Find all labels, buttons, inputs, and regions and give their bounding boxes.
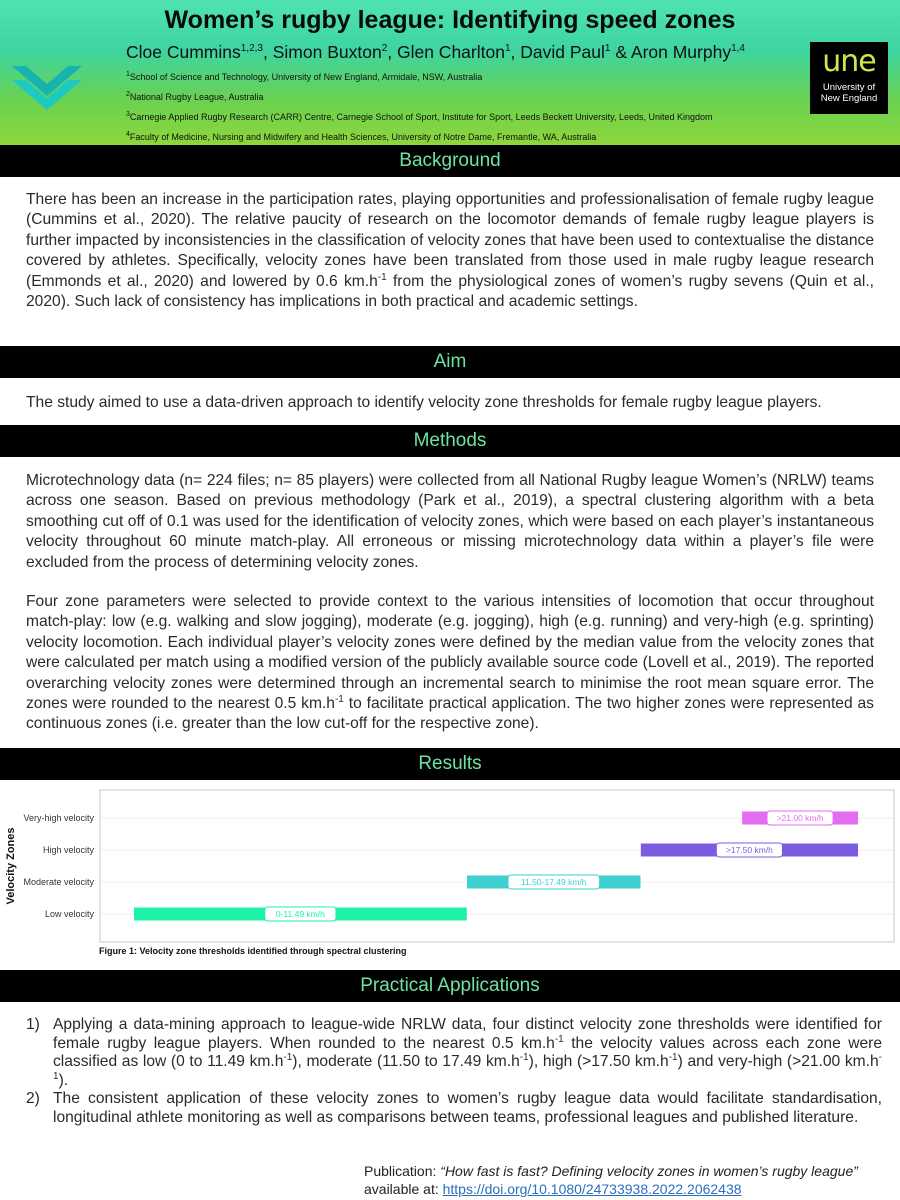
author-sep: , (510, 42, 521, 62)
text-run: ) and very-high (>21.00 km.h (677, 1053, 879, 1071)
author-affil-sup: 1,2,3 (240, 43, 263, 55)
methods-heading: Methods (0, 425, 900, 457)
methods-paragraph-1: Microtechnology data (n= 224 files; n= 85 players) were collected from all National Rugby league Women’s (NRLW) teams across one season. Based on previous methodology (Park et al., 2019), a spectral clustering algorithm with a beta smoothing cut off of 0.1 was used for the identification of velocity zones, which were based on each player’s instantaneous velocity throughout 60 minute match-play. All erroneous or missing microtechnology data within a player’s file were excluded from the process of determining velocity zones. (26, 472, 874, 571)
zone-data-label: >21.00 km/h (776, 813, 824, 823)
text-run: ). (58, 1071, 69, 1089)
text-run: to facilitate practical application. The two higher zones were represented as continuous zones (i.e. greater than the low cut-off for the respective zone). (26, 695, 874, 733)
author-name: Simon Buxton (272, 42, 382, 62)
author-affil-sup: 1 (604, 43, 611, 55)
background-paragraph (26, 190, 874, 312)
author-affil-sup: 1,4 (731, 43, 745, 55)
author-name: Glen Charlton (396, 42, 505, 62)
une-logo-mark: une (822, 44, 876, 79)
y-tick-label: High velocity (42, 845, 94, 855)
affiliation-item (126, 68, 713, 88)
text-run: the velocity values across each zone were classified as low (0 to 11.49 km.h (53, 1034, 882, 1071)
list-number: 1) (26, 1016, 40, 1033)
superscript: -1 (668, 1052, 678, 1063)
author-name: Aron Murphy (630, 42, 732, 62)
zone-data-label: 0-11.49 km/h (275, 909, 325, 919)
zone-data-label: >17.50 km/h (725, 845, 773, 855)
brand-chevron-logo (12, 62, 82, 110)
affiliation-list (126, 68, 713, 148)
y-axis-title: Velocity Zones (5, 827, 17, 905)
author-name: David Paul (520, 42, 605, 62)
text-run: There has been an increase in the participation rates, playing opportunities and professionalisation of female rugby league (Cummins et al., 2020). The relative paucity of research on the locomotor demands of female rugby league players is further impacted by inconsistencies in the classification of velocity zones that have been used to contextualise the distance covered by athletes. Specifically, velocity zones have been translated from those used in male rugby league research (Emmonds et al., 2020) and lowered by 0.6 km.h (26, 191, 874, 290)
superscript: -1 (334, 693, 344, 705)
affiliation-num: 1 (126, 71, 130, 78)
author-sep: , (263, 42, 273, 62)
affiliation-num: 3 (126, 111, 130, 118)
text-run: The consistent application of these velocity zones to women’s rugby league data would facilitate standardisation, longitudinal athlete monitoring as well as comparisons between teams, professional leagues and published literature. (53, 1090, 882, 1126)
zone-data-label: 11.50-17.49 km/h (521, 877, 587, 887)
aim-heading: Aim (0, 346, 900, 378)
applications-heading: Practical Applications (0, 970, 900, 1002)
affiliation-text: National Rugby League, Australia (129, 92, 264, 102)
figure-caption: Figure 1: Velocity zone thresholds identified through spectral clustering (99, 946, 407, 956)
y-tick-label: Very-high velocity (23, 813, 94, 823)
text-run: Applying a data-mining approach to league-wide NRLW data, four distinct velocity zone thresholds were identified for female rugby league players. When rounded to the nearest 0.5 km.h (53, 1016, 882, 1052)
superscript: -1 (53, 1052, 882, 1082)
text-run: ), moderate (11.50 to 17.49 km.h (292, 1053, 520, 1071)
publication-note (364, 1162, 858, 1198)
affiliation-num: 2 (126, 91, 130, 98)
author-sep: & (610, 42, 631, 62)
text-run: from the physiological zones of women’s rugby sevens (Quin et al., 2020). Such lack of consistency has implications in both practical and academic settings. (26, 272, 874, 311)
poster-header (0, 0, 900, 145)
superscript: -1 (519, 1052, 529, 1063)
list-item (26, 1016, 882, 1090)
publication-label: Publication: (364, 1163, 441, 1179)
publication-title: “How fast is fast? Defining velocity zones in women’s rugby league” (440, 1163, 858, 1179)
y-tick-label: Low velocity (44, 909, 94, 919)
publication-available-label: available at: (364, 1181, 443, 1197)
author-affil-sup: 1 (504, 43, 511, 55)
y-tick-label: Moderate velocity (23, 877, 94, 887)
superscript: -1 (283, 1052, 293, 1063)
velocity-zone-chart (0, 782, 900, 962)
results-heading: Results (0, 748, 900, 780)
superscript: -1 (554, 1033, 564, 1045)
aim-paragraph: The study aimed to use a data-driven approach to identify velocity zone thresholds for female rugby league players. (26, 394, 822, 411)
text-run: ), high (>17.50 km.h (528, 1053, 669, 1071)
affiliation-text: School of Science and Technology, University of New England, Armidale, NSW, Australia (129, 72, 483, 82)
author-affil-sup: 2 (381, 43, 388, 55)
affiliation-item (126, 88, 713, 108)
superscript: -1 (377, 271, 387, 283)
list-number: 2) (26, 1090, 40, 1108)
author-list (126, 42, 745, 63)
affiliation-text: Faculty of Medicine, Nursing and Midwifery and Health Sciences, University of Notre Dame, Fremantle, WA, Australia (129, 132, 597, 142)
affiliation-num: 4 (126, 131, 130, 138)
affiliation-text: Carnegie Applied Rugby Research (CARR) Centre, Carnegie School of Sport, Institute for Sport, Leeds Beckett University, Leeds, United Kingdom (129, 112, 713, 122)
publication-doi-link[interactable]: https://doi.org/10.1080/24733938.2022.2062438 (442, 1181, 742, 1197)
une-logo-line: University of (822, 82, 876, 93)
author-name: Cloe Cummins (126, 42, 241, 62)
une-logo (810, 42, 888, 114)
methods-paragraph-2 (26, 592, 874, 735)
background-heading: Background (0, 145, 900, 177)
list-item (26, 1090, 882, 1127)
applications-list (26, 1016, 882, 1128)
une-logo-text (810, 82, 888, 104)
author-sep: , (387, 42, 397, 62)
affiliation-item (126, 108, 713, 128)
poster-title: Women’s rugby league: Identifying speed zones (164, 6, 736, 34)
une-logo-line: New England (820, 93, 878, 104)
text-run: Four zone parameters were selected to provide context to the various intensities of locomotion that occur throughout match-play: low (e.g. walking and slow jogging), moderate (e.g. jogging), high (e.g. running) and very-high (e.g. sprinting) velocity locomotion. Each individual player’s velocity zones were defined by the median value from the velocity zones that were calculated per match using a modified version of the publicly available source code (Lovell et al., 2019). The reported overarching velocity zones were determined through an incremental search to minimise the root mean square error. The zones were rounded to the nearest 0.5 km.h (26, 593, 874, 713)
